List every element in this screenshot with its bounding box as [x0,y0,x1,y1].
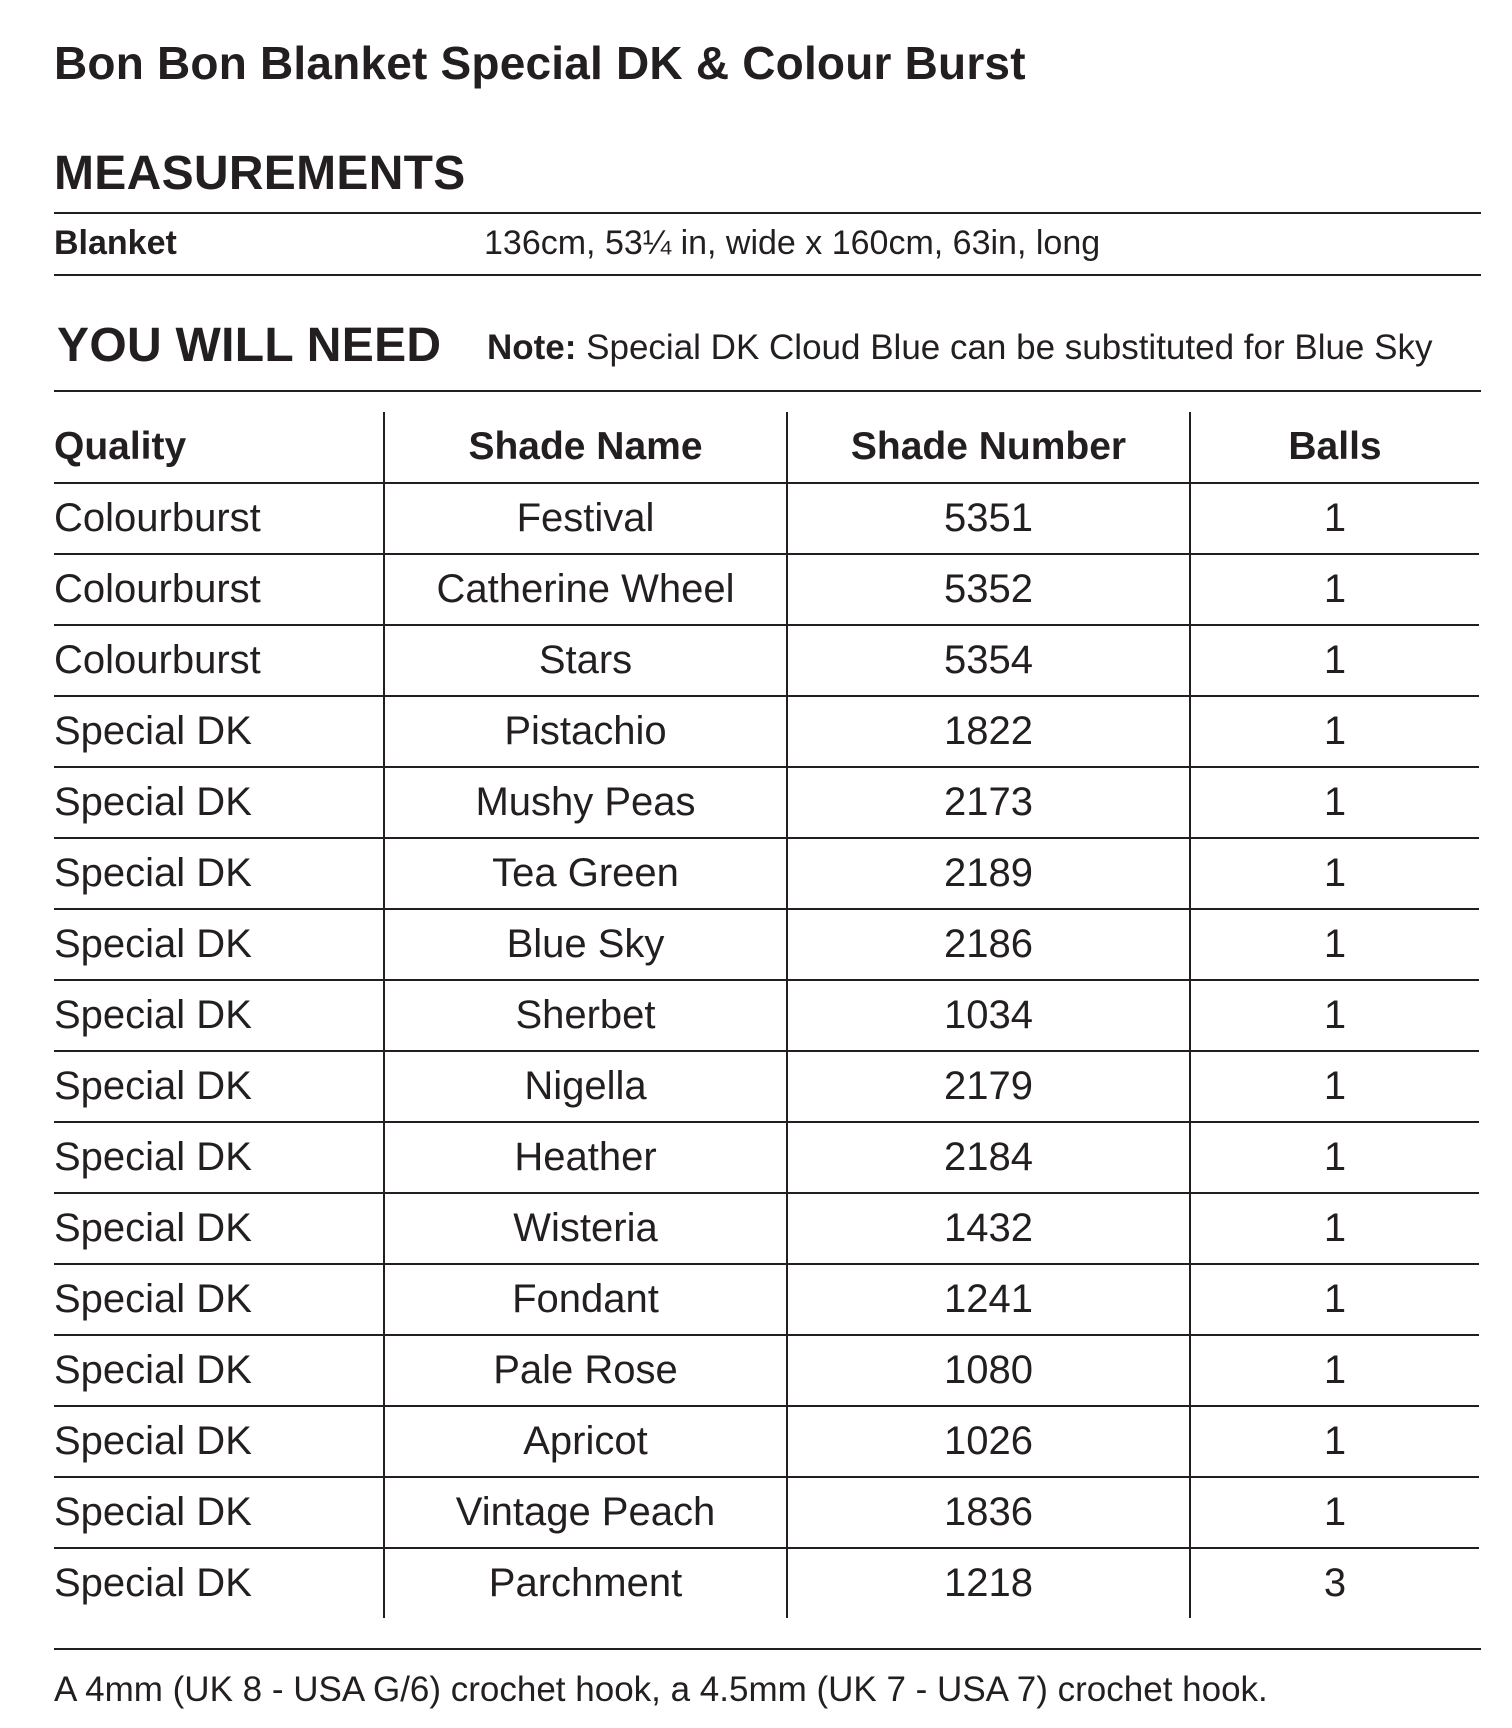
shade-number-cell: 5354 [787,625,1190,696]
yarn-table [54,412,1479,1618]
balls-cell: 1 [1190,909,1479,980]
table-header-row [54,412,1479,483]
balls-cell: 1 [1190,696,1479,767]
quality-cell: Special DK [54,696,384,767]
table-row [54,1477,1479,1548]
shade-number-cell: 1080 [787,1335,1190,1406]
quality-cell: Colourburst [54,483,384,554]
table-row [54,1406,1479,1477]
column-header-balls: Balls [1190,412,1479,483]
you-will-need-heading: YOU WILL NEED [57,319,442,372]
shade-number-cell: 1026 [787,1406,1190,1477]
balls-cell: 1 [1190,767,1479,838]
table-row [54,838,1479,909]
shade-name-cell: Apricot [384,1406,787,1477]
column-header-shade-number: Shade Number [787,412,1190,483]
shade-number-cell: 1822 [787,696,1190,767]
balls-cell: 1 [1190,554,1479,625]
balls-cell: 1 [1190,625,1479,696]
shade-number-cell: 1432 [787,1193,1190,1264]
shade-number-cell: 1241 [787,1264,1190,1335]
quality-cell: Special DK [54,838,384,909]
shade-name-cell: Stars [384,625,787,696]
balls-cell: 3 [1190,1548,1479,1618]
table-row [54,767,1479,838]
quality-cell: Special DK [54,909,384,980]
shade-number-cell: 5352 [787,554,1190,625]
shade-number-cell: 1034 [787,980,1190,1051]
table-row [54,1264,1479,1335]
shade-name-cell: Mushy Peas [384,767,787,838]
balls-cell: 1 [1190,1335,1479,1406]
table-row [54,554,1479,625]
divider-line [54,212,1481,214]
table-row [54,909,1479,980]
table-row [54,696,1479,767]
balls-cell: 1 [1190,1477,1479,1548]
shade-name-cell: Fondant [384,1264,787,1335]
shade-name-cell: Blue Sky [384,909,787,980]
table-row [54,980,1479,1051]
balls-cell: 1 [1190,1122,1479,1193]
balls-cell: 1 [1190,1051,1479,1122]
quality-cell: Special DK [54,1477,384,1548]
balls-cell: 1 [1190,1264,1479,1335]
document-title: Bon Bon Blanket Special DK & Colour Burst [54,37,1026,89]
quality-cell: Special DK [54,980,384,1051]
table-row [54,483,1479,554]
note-label: Note: [487,328,577,367]
shade-name-cell: Pistachio [384,696,787,767]
measurements-heading: MEASUREMENTS [54,147,466,200]
measurement-label: Blanket [54,224,177,262]
table-row [54,1335,1479,1406]
quality-cell: Special DK [54,1406,384,1477]
column-header-shade-name: Shade Name [384,412,787,483]
quality-cell: Special DK [54,1193,384,1264]
shade-name-cell: Catherine Wheel [384,554,787,625]
measurement-value: 136cm, 53¼ in, wide x 160cm, 63in, long [484,224,1101,262]
shade-number-cell: 2173 [787,767,1190,838]
divider-line [54,274,1481,276]
shade-name-cell: Nigella [384,1051,787,1122]
quality-cell: Special DK [54,1122,384,1193]
shade-name-cell: Parchment [384,1548,787,1618]
quality-cell: Colourburst [54,625,384,696]
shade-name-cell: Vintage Peach [384,1477,787,1548]
table-row [54,1548,1479,1618]
divider-line [54,1648,1481,1650]
shade-name-cell: Festival [384,483,787,554]
balls-cell: 1 [1190,980,1479,1051]
quality-cell: Special DK [54,1335,384,1406]
shade-number-cell: 1836 [787,1477,1190,1548]
quality-cell: Special DK [54,767,384,838]
shade-number-cell: 5351 [787,483,1190,554]
shade-name-cell: Pale Rose [384,1335,787,1406]
table-row [54,1193,1479,1264]
balls-cell: 1 [1190,1193,1479,1264]
shade-number-cell: 2184 [787,1122,1190,1193]
shade-name-cell: Wisteria [384,1193,787,1264]
quality-cell: Special DK [54,1561,252,1605]
shade-number-cell: 2186 [787,909,1190,980]
shade-name-cell: Heather [384,1122,787,1193]
balls-cell: 1 [1190,1406,1479,1477]
table-row [54,625,1479,696]
quality-cell: Special DK [54,1051,384,1122]
note-text: Special DK Cloud Blue can be substituted for Blue Sky [576,328,1433,367]
balls-cell: 1 [1190,838,1479,909]
column-header-quality: Quality [54,412,384,483]
quality-cell: Colourburst [54,554,384,625]
shade-number-cell: 2189 [787,838,1190,909]
shade-name-cell: Tea Green [384,838,787,909]
table-row [54,1051,1479,1122]
shade-number-cell: 1218 [787,1548,1190,1618]
shade-number-cell: 2179 [787,1051,1190,1122]
shade-name-cell: Sherbet [384,980,787,1051]
divider-line [54,390,1481,392]
hook-requirements: A 4mm (UK 8 - USA G/6) crochet hook, a 4.5mm (UK 7 - USA 7) crochet hook. [54,1670,1268,1709]
quality-cell: Special DK [54,1264,384,1335]
table-row [54,1122,1479,1193]
substitution-note [487,328,1432,368]
balls-cell: 1 [1190,483,1479,554]
